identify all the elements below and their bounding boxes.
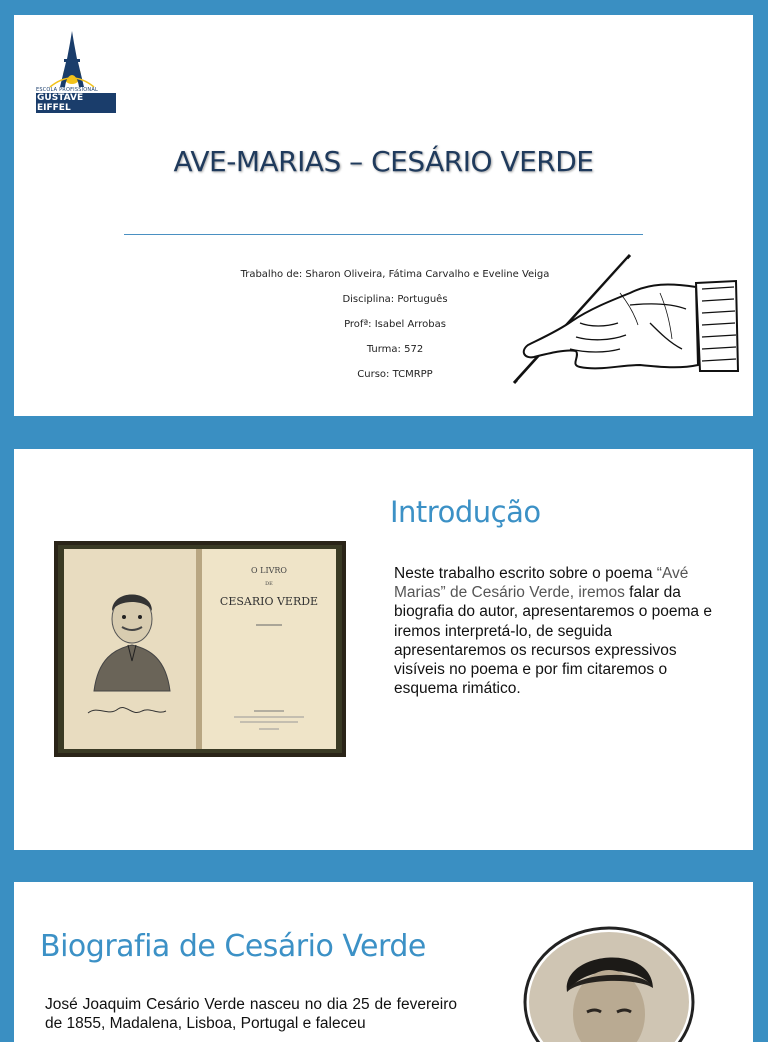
- intro-text-rest: falar da biografia do autor, apresentaremos o poema e iremos interpretá-lo, de seguida apresentaremos os recursos expressivos visíveis no poema e por fim citaremos o esquema rimático.: [394, 584, 712, 698]
- slide-title: [14, 15, 753, 416]
- introduction-title: Introdução: [390, 495, 541, 529]
- slide-introduction: [14, 449, 753, 850]
- hand-writing-with-quill-icon: [510, 253, 740, 388]
- biography-title: Biografia de Cesário Verde: [40, 929, 426, 964]
- book-page-line2: DE: [265, 581, 273, 587]
- introduction-text: [394, 564, 724, 698]
- presentation-title: AVE-MARIAS – CESÁRIO VERDE: [173, 145, 594, 178]
- slide-biography: [14, 882, 753, 1042]
- credit-subject: Disciplina: Português: [342, 294, 448, 305]
- open-book-image: [54, 541, 346, 757]
- book-page-line3: CESARIO VERDE: [219, 595, 319, 608]
- book-page-line1: O LIVRO: [251, 566, 287, 575]
- intro-text-start: Neste trabalho escrito sobre o poema: [394, 565, 657, 582]
- intro-text-quote: “Avé Marias” de Cesário Verde, iremos: [394, 565, 689, 602]
- school-logo: [36, 29, 116, 113]
- credit-authors: Trabalho de: Sharon Oliveira, Fátima Carvalho e Eveline Veiga: [240, 269, 550, 280]
- credit-class: Turma: 572: [366, 344, 424, 355]
- biography-text: José Joaquim Cesário Verde nasceu no dia 25 de fevereiro de 1855, Madalena, Lisboa, Portugal e faleceu: [45, 996, 457, 1032]
- credit-course: Curso: TCMRPP: [357, 369, 433, 380]
- portrait-icon: [521, 922, 711, 1042]
- credit-teacher: Profª: Isabel Arrobas: [344, 319, 446, 330]
- logo-school-name: GUSTAVE EIFFEL: [36, 93, 116, 113]
- title-divider: [124, 234, 643, 235]
- logo-school-type: ESCOLA PROFISSIONAL: [36, 87, 98, 93]
- eiffel-tower-icon: [36, 29, 116, 89]
